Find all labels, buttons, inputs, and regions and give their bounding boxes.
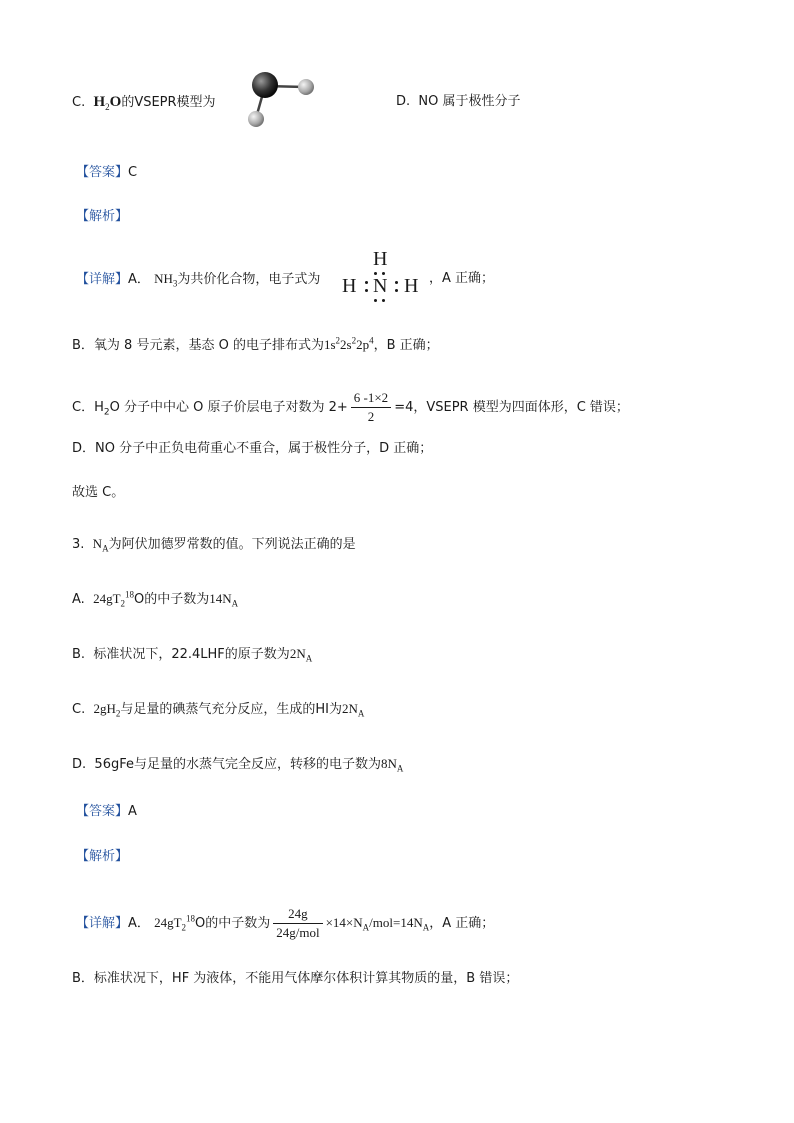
hydrogen-atom [298,79,314,95]
question-3: 3. $N_A$为阿伏加德罗常数的值。下列说法正确的是 [72,536,356,554]
analysis-tag: 【解析】 [76,209,129,224]
conclusion: 故选 C。 [72,485,125,500]
answer-line-2: 【答案】A [76,804,137,819]
answer-tag: 【答案】 [76,165,129,180]
nh3-lewis-structure: H H N H [340,248,430,304]
formula: $H_2O$ [93,94,122,112]
analysis-tag-2: 【解析】 [76,849,129,864]
oxygen-atom [252,72,278,98]
detail-d: D．NO 分子中正负电荷重心不重合，属于极性分子，D 正确； [72,441,433,456]
option-c3: C. $2gH_2$与足量的碘蒸气充分反应，生成的HI为$2N_A$ [72,701,365,719]
h2o-ball-model [243,70,319,132]
option-c: C. $H_2O$的VSEPR模型为 [72,94,216,112]
detail-b: B．氧为 8 号元素，基态 O 的电子排布式为$1s^22s^22p^4$，B 正确； [72,335,439,353]
option-a: A. $24gT_2^{18}O$的中子数为$14N_A$ [72,589,239,609]
detail-a-tail: ，A 正确； [429,271,495,286]
detail-b-2: B．标准状况下，HF 为液体，不能用气体摩尔体积计算其物质的量，B 错误； [72,971,519,986]
hydrogen-atom [248,111,264,127]
detail-c: C．$H_2O$ 分子中中心 O 原子价层电子对数为 2+ $\frac{6 -1\times 2}{2}$ =4，VSEPR 模型为四面体形，C 错误； [72,390,629,424]
option-d: D. NO 属于极性分子 [396,94,521,109]
fraction: $\frac{6 -1\times 2}{2}$ [351,390,391,425]
detail-a-2: 【详解】A． $24gT_2^{18}O$的中子数为 $\frac{24g}{\text{24g/mol}}$ $\times 14\times N_A/mol=14N_A$，A 正确； [76,906,495,940]
option-b: B. 标准状况下，22.4LHF的原子数为$2N_A$ [72,646,313,664]
fraction: $\frac{24g}{\text{24g/mol}}$ [273,906,322,941]
option-label: C. [72,95,86,110]
answer-line: 【答案】C [76,165,138,180]
option-d3: D. 56gFe与足量的水蒸气完全反应，转移的电子数为$8N_A$ [72,756,404,774]
detail-a: 【详解】A． $NH_3$为共价化合物，电子式为 [76,271,321,289]
